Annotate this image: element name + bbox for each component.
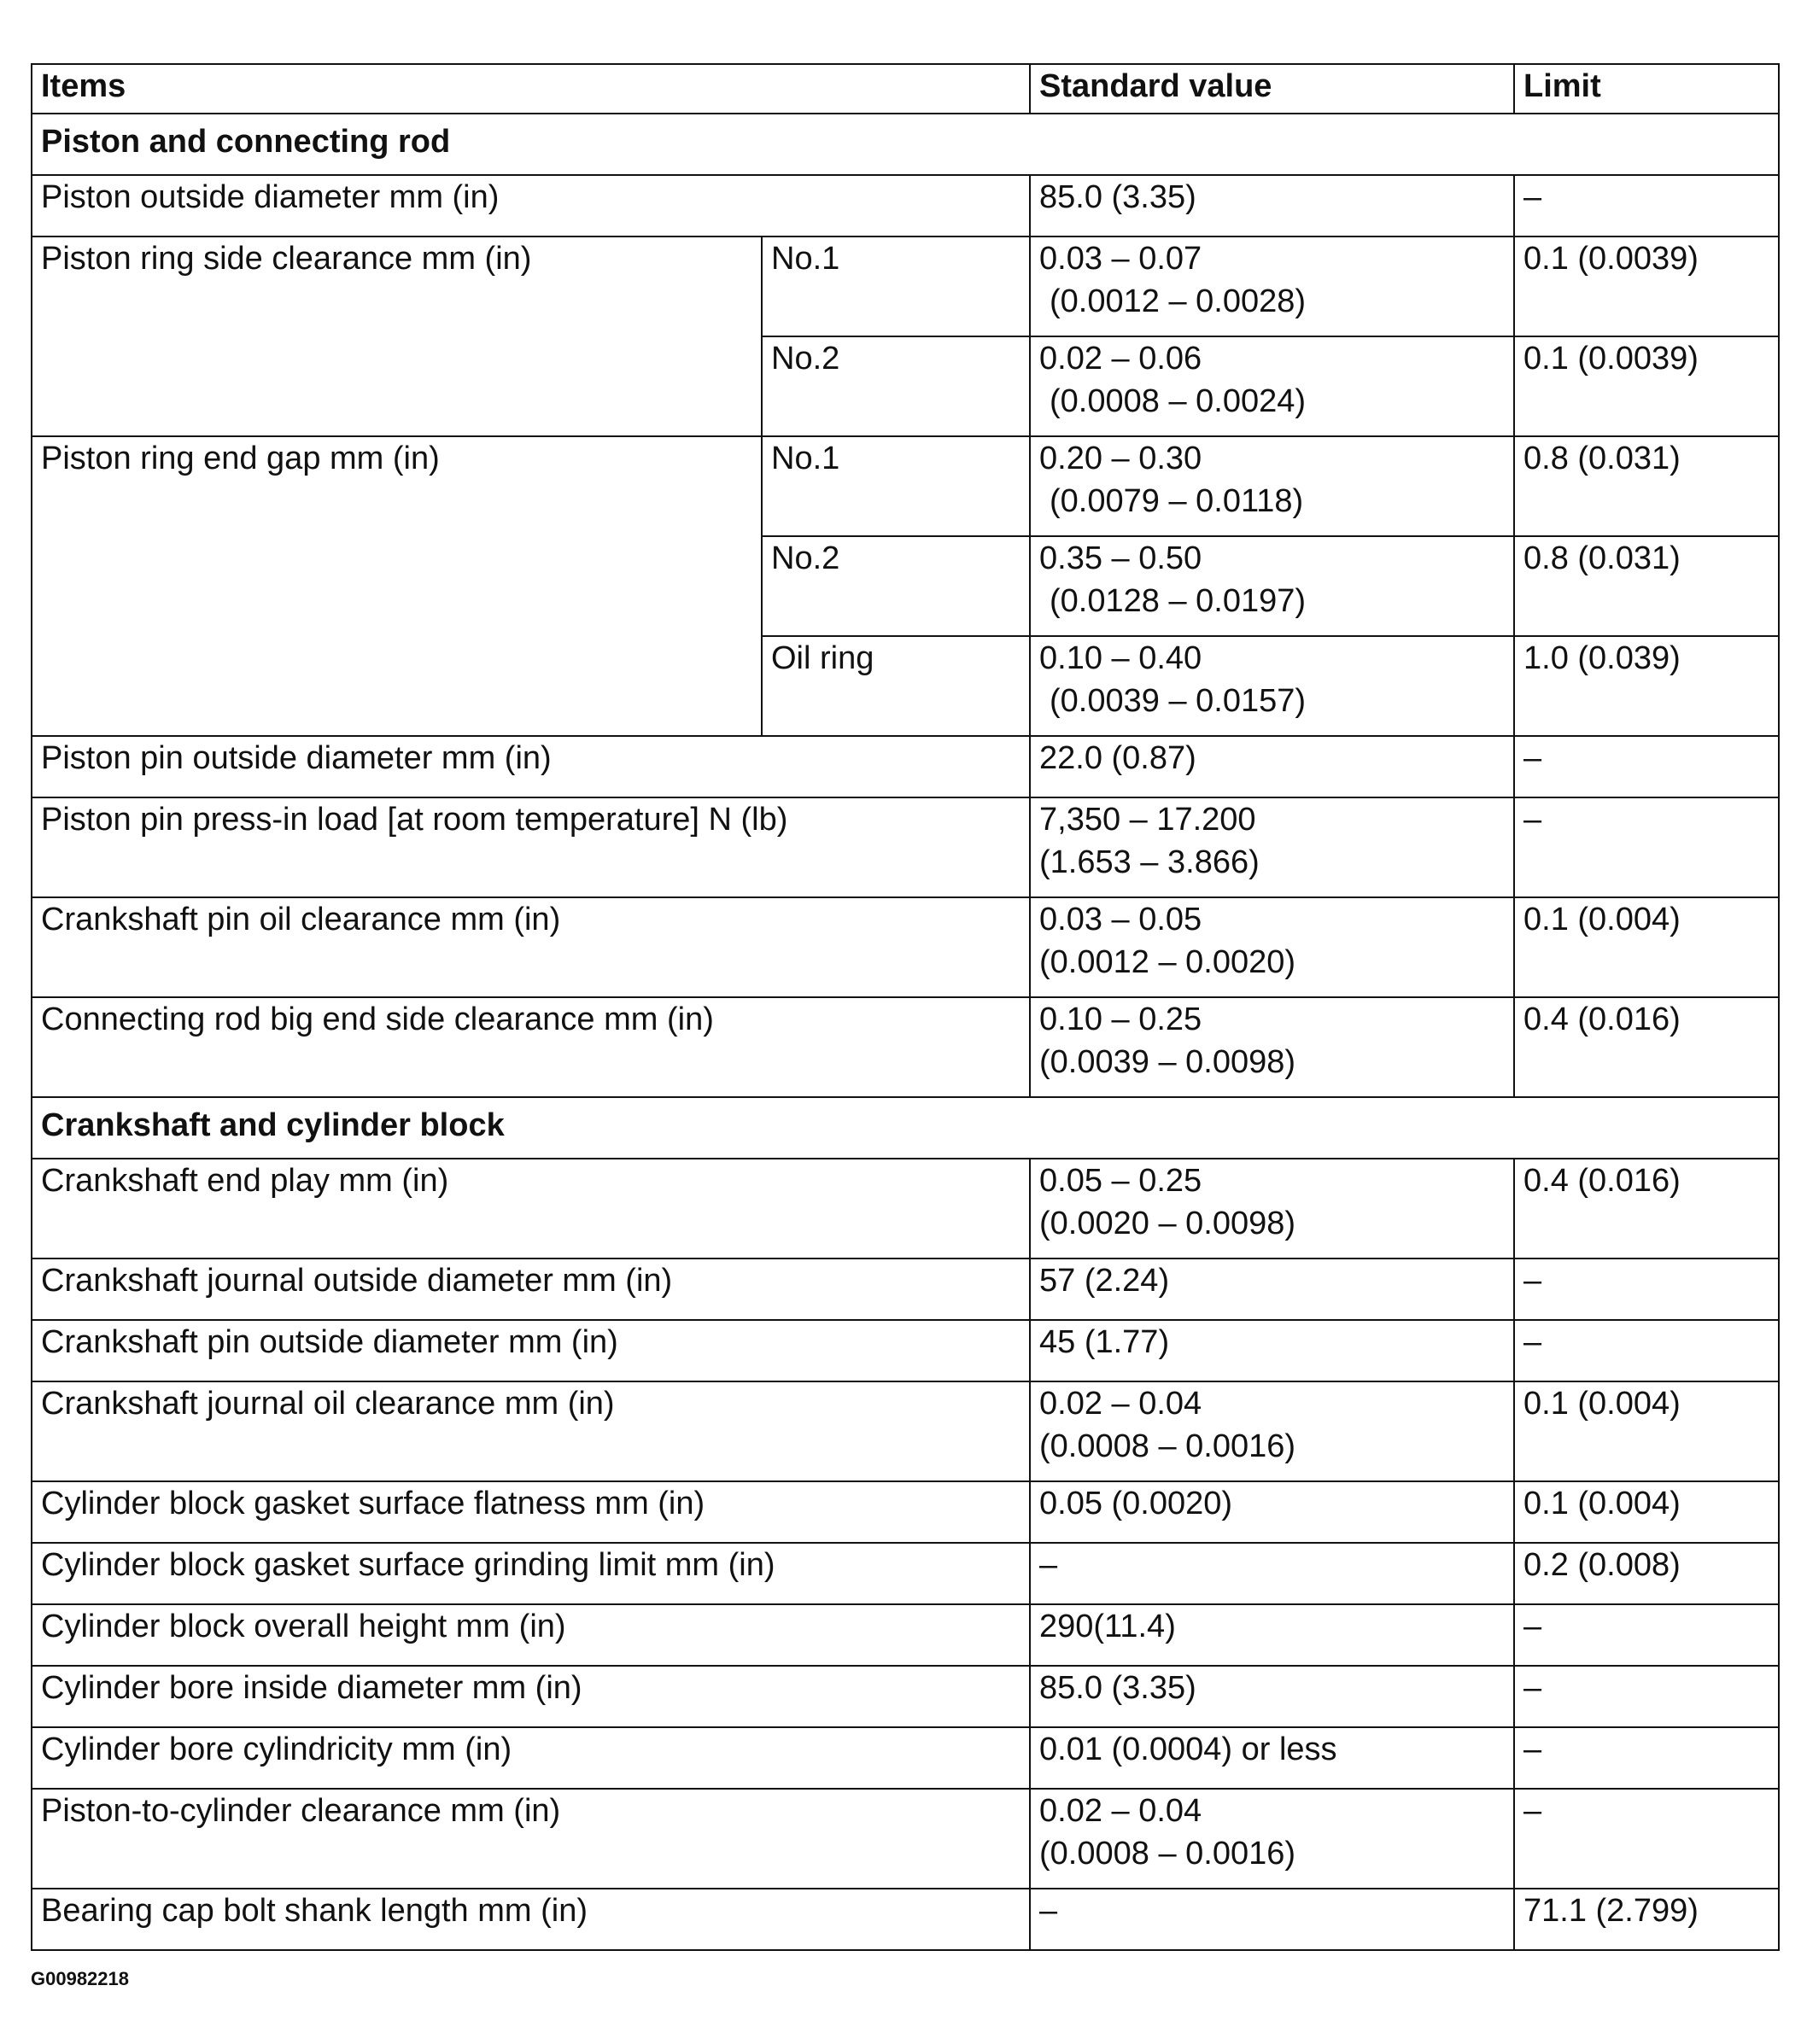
table-row <box>32 1604 1779 1666</box>
subitem-cell: No.2 <box>762 536 1030 636</box>
table-row <box>32 237 1779 336</box>
limit-cell: 0.1 (0.0039) <box>1514 237 1779 336</box>
standard-cell: 22.0 (0.87) <box>1030 736 1514 797</box>
standard-cell <box>1030 237 1514 336</box>
value-line: (0.0008 – 0.0016) <box>1039 1428 1296 1464</box>
header-items: Items <box>32 64 1030 114</box>
standard-cell <box>1030 436 1514 536</box>
table-row <box>32 1481 1779 1543</box>
standard-cell: 85.0 (3.35) <box>1030 1666 1514 1727</box>
item-cell: Cylinder block gasket surface grinding limit mm (in) <box>32 1543 1030 1604</box>
limit-cell: – <box>1514 736 1779 797</box>
value-line: 7,350 – 17.200 <box>1039 802 1256 838</box>
subitem-cell: No.1 <box>762 436 1030 536</box>
value-line: 0.20 – 0.30 <box>1039 441 1202 476</box>
limit-cell: 0.4 (0.016) <box>1514 997 1779 1097</box>
limit-cell: 71.1 (2.799) <box>1514 1889 1779 1950</box>
value-line: 0.02 – 0.06 <box>1039 341 1202 377</box>
value-line: (0.0020 – 0.0098) <box>1039 1206 1296 1241</box>
table-row <box>32 1789 1779 1889</box>
item-cell: Cylinder block overall height mm (in) <box>32 1604 1030 1666</box>
limit-cell: 0.1 (0.004) <box>1514 897 1779 997</box>
figure-code: G00982218 <box>31 1968 129 1989</box>
standard-cell <box>1030 1789 1514 1889</box>
standard-cell <box>1030 536 1514 636</box>
section-row <box>32 114 1779 175</box>
table-row <box>32 1727 1779 1789</box>
table-row <box>32 436 1779 536</box>
limit-cell: – <box>1514 797 1779 897</box>
spec-table <box>31 63 1780 1951</box>
limit-cell: – <box>1514 1727 1779 1789</box>
limit-cell: – <box>1514 1789 1779 1889</box>
limit-cell: – <box>1514 1666 1779 1727</box>
limit-cell: 0.1 (0.004) <box>1514 1481 1779 1543</box>
item-cell: Cylinder block gasket surface flatness mm (in) <box>32 1481 1030 1543</box>
value-line: (0.0012 – 0.0020) <box>1039 944 1296 980</box>
value-line: 0.10 – 0.40 <box>1039 640 1202 676</box>
standard-cell <box>1030 1381 1514 1481</box>
limit-cell: – <box>1514 1604 1779 1666</box>
table-row <box>32 1159 1779 1259</box>
standard-cell: 0.05 (0.0020) <box>1030 1481 1514 1543</box>
header-standard-value: Standard value <box>1030 64 1514 114</box>
table-row <box>32 1259 1779 1320</box>
item-cell: Piston ring side clearance mm (in) <box>32 237 762 436</box>
table-row <box>32 897 1779 997</box>
standard-cell: – <box>1030 1889 1514 1950</box>
value-line: 0.10 – 0.25 <box>1039 1002 1202 1037</box>
section-row <box>32 1097 1779 1159</box>
standard-cell: 290(11.4) <box>1030 1604 1514 1666</box>
table-row <box>32 1381 1779 1481</box>
item-cell: Piston outside diameter mm (in) <box>32 175 1030 237</box>
value-line: (0.0039 – 0.0098) <box>1039 1044 1296 1080</box>
limit-cell: 0.8 (0.031) <box>1514 436 1779 536</box>
limit-cell: 0.8 (0.031) <box>1514 536 1779 636</box>
limit-cell: – <box>1514 175 1779 237</box>
standard-cell <box>1030 797 1514 897</box>
limit-cell: 0.1 (0.0039) <box>1514 336 1779 436</box>
table-row <box>32 1889 1779 1950</box>
standard-cell <box>1030 336 1514 436</box>
standard-cell: 45 (1.77) <box>1030 1320 1514 1381</box>
value-line: 0.02 – 0.04 <box>1039 1793 1202 1829</box>
value-line: 0.03 – 0.07 <box>1039 241 1202 277</box>
subitem-cell: Oil ring <box>762 636 1030 736</box>
limit-cell: 0.2 (0.008) <box>1514 1543 1779 1604</box>
value-line: (1.653 – 3.866) <box>1039 844 1260 880</box>
section-title: Piston and connecting rod <box>32 114 1779 175</box>
item-cell: Bearing cap bolt shank length mm (in) <box>32 1889 1030 1950</box>
item-cell: Crankshaft pin oil clearance mm (in) <box>32 897 1030 997</box>
table-row <box>32 797 1779 897</box>
header-row <box>32 64 1779 114</box>
limit-cell: 0.4 (0.016) <box>1514 1159 1779 1259</box>
value-line: 0.02 – 0.04 <box>1039 1386 1202 1422</box>
limit-cell: 1.0 (0.039) <box>1514 636 1779 736</box>
value-line: 0.03 – 0.05 <box>1039 902 1202 937</box>
value-line: (0.0008 – 0.0024) <box>1050 383 1307 419</box>
value-line: (0.0039 – 0.0157) <box>1050 683 1307 719</box>
item-cell: Crankshaft journal oil clearance mm (in) <box>32 1381 1030 1481</box>
table-row <box>32 1543 1779 1604</box>
table-row <box>32 1320 1779 1381</box>
value-line: 0.35 – 0.50 <box>1039 540 1202 576</box>
table-row <box>32 1666 1779 1727</box>
table-row <box>32 175 1779 237</box>
value-line: 0.05 – 0.25 <box>1039 1163 1202 1199</box>
standard-cell: 57 (2.24) <box>1030 1259 1514 1320</box>
value-line: (0.0079 – 0.0118) <box>1050 483 1304 519</box>
standard-cell <box>1030 636 1514 736</box>
item-cell: Piston pin outside diameter mm (in) <box>32 736 1030 797</box>
limit-cell: – <box>1514 1259 1779 1320</box>
standard-cell: 0.01 (0.0004) or less <box>1030 1727 1514 1789</box>
subitem-cell: No.2 <box>762 336 1030 436</box>
standard-cell <box>1030 897 1514 997</box>
value-line: (0.0128 – 0.0197) <box>1050 583 1307 619</box>
section-title: Crankshaft and cylinder block <box>32 1097 1779 1159</box>
limit-cell: – <box>1514 1320 1779 1381</box>
table-row <box>32 736 1779 797</box>
limit-cell: 0.1 (0.004) <box>1514 1381 1779 1481</box>
standard-cell: – <box>1030 1543 1514 1604</box>
standard-cell: 85.0 (3.35) <box>1030 175 1514 237</box>
value-line: (0.0008 – 0.0016) <box>1039 1836 1296 1872</box>
standard-cell <box>1030 997 1514 1097</box>
standard-cell <box>1030 1159 1514 1259</box>
item-cell: Piston pin press-in load [at room temperature] N (lb) <box>32 797 1030 897</box>
item-cell: Piston ring end gap mm (in) <box>32 436 762 736</box>
item-cell: Connecting rod big end side clearance mm (in) <box>32 997 1030 1097</box>
subitem-cell: No.1 <box>762 237 1030 336</box>
value-line: (0.0012 – 0.0028) <box>1050 283 1307 319</box>
item-cell: Crankshaft journal outside diameter mm (in) <box>32 1259 1030 1320</box>
table-row <box>32 997 1779 1097</box>
item-cell: Piston-to-cylinder clearance mm (in) <box>32 1789 1030 1889</box>
item-cell: Crankshaft end play mm (in) <box>32 1159 1030 1259</box>
item-cell: Crankshaft pin outside diameter mm (in) <box>32 1320 1030 1381</box>
item-cell: Cylinder bore cylindricity mm (in) <box>32 1727 1030 1789</box>
header-limit: Limit <box>1514 64 1779 114</box>
item-cell: Cylinder bore inside diameter mm (in) <box>32 1666 1030 1727</box>
